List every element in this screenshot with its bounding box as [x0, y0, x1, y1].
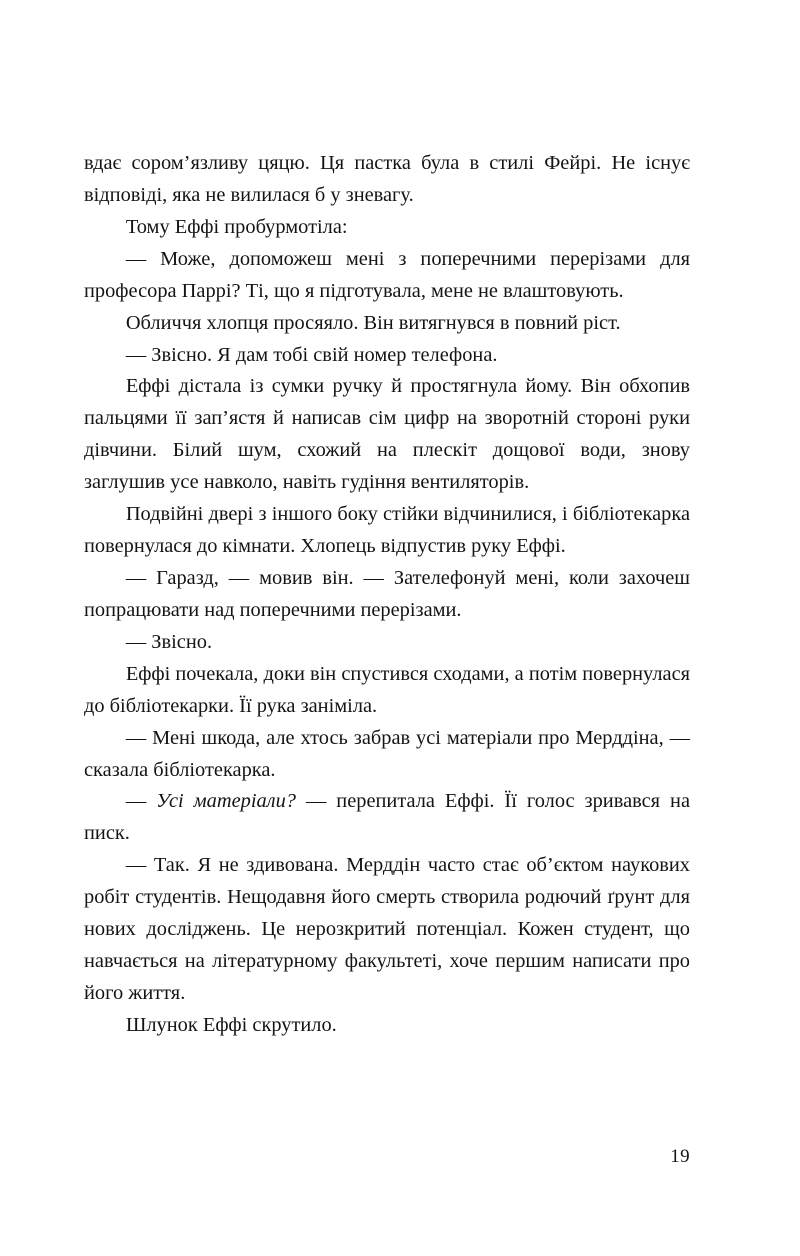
page-body-text	[84, 148, 690, 1042]
text-run: Тому Еффі пробурмотіла:	[125, 215, 348, 238]
text-run: вдає сором’язливу цяцю. Ця пастка була в стилі Фейрі. Не існує відповіді, яка не вилилася б у зневагу.	[84, 152, 690, 206]
page-number: 19	[670, 1146, 690, 1167]
text-run: — Мені шкода, але хтось забрав усі матеріали про Мерддіна, — сказала бібліотекарка.	[84, 726, 690, 781]
text-run: Еффі почекала, доки він спустився сходами, а потім повернулася до бібліотекарки. Її рука заніміла.	[84, 662, 690, 717]
paragraph	[84, 786, 690, 850]
text-run: — Звісно.	[125, 630, 213, 653]
paragraph	[84, 340, 690, 372]
paragraph	[84, 1010, 690, 1042]
paragraph	[84, 563, 690, 627]
paragraph	[84, 499, 690, 563]
paragraph	[84, 308, 690, 340]
paragraph	[84, 659, 690, 723]
text-run: Обличчя хлопця просяяло. Він витягнувся в повний ріст.	[125, 311, 621, 334]
text-run: — Гаразд, — мовив він. — Зателефонуй мені, коли захочеш попрацювати над поперечними перерізами.	[84, 566, 690, 621]
paragraph	[84, 627, 690, 659]
text-run: Еффі дістала із сумки ручку й простягнула йому. Він обхопив пальцями її зап’ястя й написав сім цифр на зворотній стороні руки дівчини. Білий шум, схожий на плескіт дощової води, знову заглушив усе навколо, навіть гудіння вентиляторів.	[84, 375, 690, 494]
text-run: —	[125, 790, 157, 813]
text-run: — Може, допоможеш мені з поперечними перерізами для професора Паррі? Ті, що я підготувала, мене не влаштовують.	[84, 247, 690, 302]
text-run: — Звісно. Я дам тобі свій номер телефона.	[125, 343, 498, 366]
text-run: — Так. Я не здивована. Мерддін часто стає об’єктом наукових робіт студентів. Нещодавня його смерть створила родючий ґрунт для нових досліджень. Це нерозкритий потенціал. Кожен студент, що навчається на літературному факультеті, хоче першим написати про його життя.	[84, 854, 690, 1004]
paragraph	[84, 244, 690, 308]
text-run: Шлунок Еффі скрутило.	[125, 1013, 337, 1036]
paragraph	[84, 212, 690, 244]
paragraph	[84, 850, 690, 1010]
emphasized-text: Усі матеріали?	[156, 790, 296, 813]
paragraph	[84, 371, 690, 499]
text-run: Подвійні двері з іншого боку стійки відчинилися, і бібліотекарка повернулася до кімнати. Хлопець відпустив руку Еффі.	[84, 503, 690, 558]
text-run: — перепитала Еффі. Її голос зривався на писк.	[84, 790, 690, 845]
paragraph	[84, 148, 690, 212]
paragraph	[84, 723, 690, 787]
